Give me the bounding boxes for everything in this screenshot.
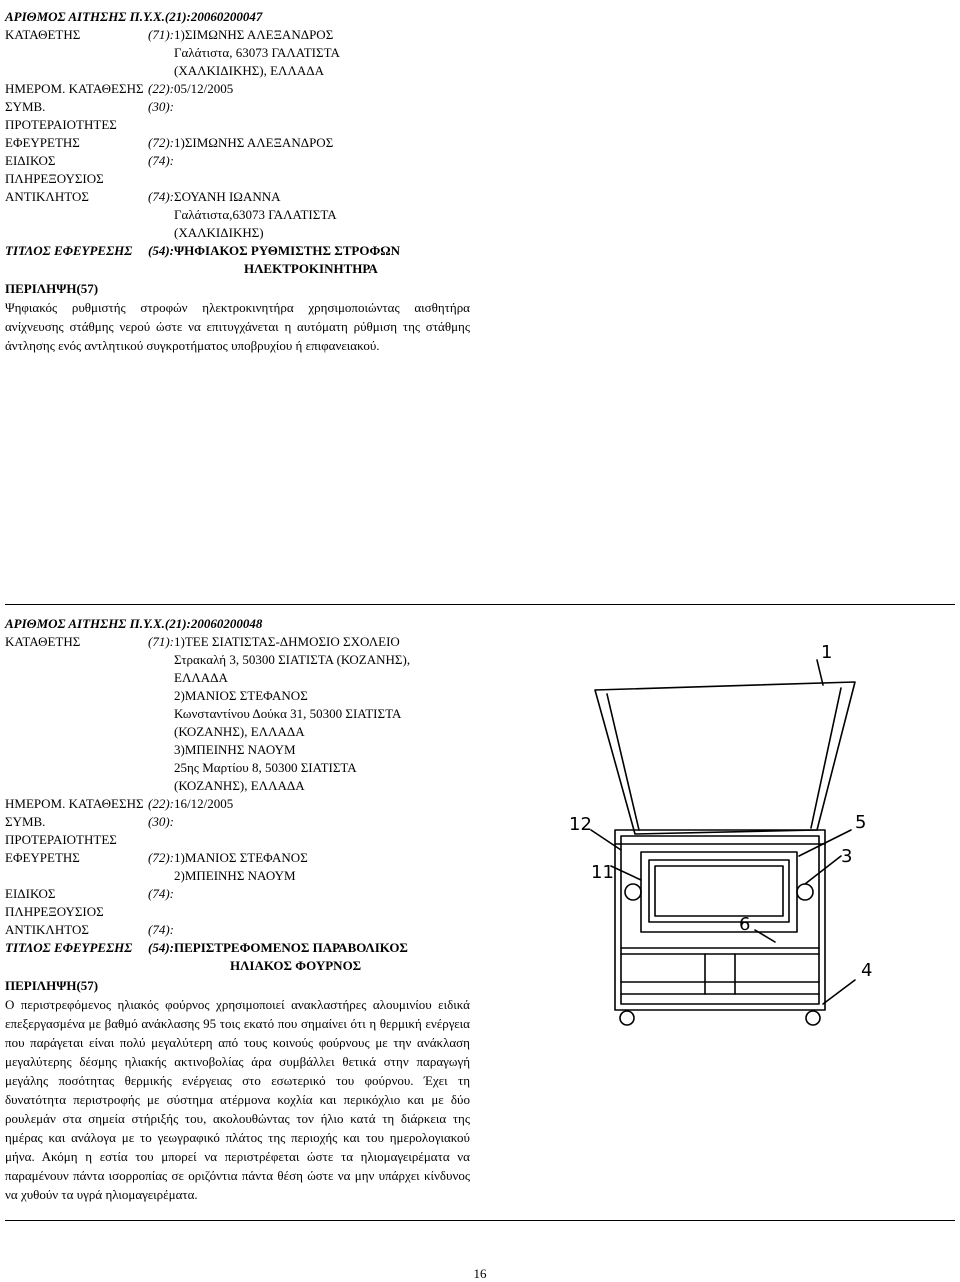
invention-title-row [5,242,470,278]
priority-value [174,813,470,849]
part-label: 5 [855,812,867,833]
part-label: 3 [841,846,853,867]
applicant-label: ΚΑΤΑΘΕΤΗΣ [5,27,81,42]
filing-date-row [5,80,470,98]
applicant-line: 2)ΜΑΝΙΟΣ ΣΤΕΦΑΝΟΣ [174,688,308,703]
representative-code: (74): [148,189,174,204]
applicant-line: Γαλάτιστα, 63073 ΓΑΛΑΤΙΣΤΑ [174,45,340,60]
part-label: 6 [739,914,751,935]
part-label: 1 [821,642,833,663]
applicant-value [174,633,470,795]
part-label: 11 [591,862,614,883]
attorney-label: ΕΙΔΙΚΟΣ ΠΛΗΡΕΞΟΥΣΙΟΣ [5,886,104,919]
patent-entry-1 [5,8,470,355]
representative-value [174,188,470,242]
oven-glass-inner [655,866,783,916]
representative-line: (ΧΑΛΚΙΔΙΚΗΣ) [174,225,264,240]
representative-label: ΑΝΤΙΚΛΗΤΟΣ [5,189,89,204]
part-label: 12 [569,814,592,835]
attorney-label: ΕΙΔΙΚΟΣ ΠΛΗΡΕΞΟΥΣΙΟΣ [5,153,104,186]
inventor-value: 1)ΣΙΜΩΝΗΣ ΑΛΕΞΑΝΔΡΟΣ [174,135,334,150]
oven-box [641,852,797,932]
invention-title-line: ΗΛΕΚΤΡΟΚΙΝΗΤΗΡΑ [244,261,378,276]
filing-date-row [5,795,470,813]
abstract-text: Ο περιστρεφόμενος ηλιακός φούρνος χρησιμοποιεί ανακλαστήρες αλουμινίου ειδικά επεξεργασμένα με βαθμό ανάκλασης 95 τοις εκατό που σημαίνει ότι η θερμική ενέργεια που παράγεται είναι πολύ μεγαλύτερη από τους κοινούς φούρνους με την ανάκλαση μεγαλύτερης δέσμης ηλιακής ακτινοβολίας άρα συμβάλλει θετικά στην παραγωγή μεγάλης ποσότητας θερμικής ενέργειας στο εσωτερικό του φούρνου. Έχει τη δυνατότητα περιστροφής με σύστημα ατέρμονα κοχλία και περικόχλιο και με δύο ρουλεμάν στα σημεία στήριξής του, ακολουθώντας τον ήλιο κατά τη διάρκεια της ημέρας και ανάλογα με το γεωγραφικό πλάτος της περιοχής και του ημερολογιακού μήνα. Ακόμη η εστία του μπορεί να περιστρέφεται ώστε τα ηλιομαγειρέματα να παραμένουν πάντα ισορροπίας σε οριζόντια πάντα θέση ώστε να μην υπάρχει κίνδυνος να χυθούν τα υγρά ηλιομαγειρέματα. [5,997,470,1202]
patent-entry-2 [5,615,470,1204]
attorney-value [174,885,470,921]
representative-value [174,921,470,939]
pivot-right [797,884,813,900]
representative-line: ΣΟΥΑΝΗ ΙΩΑΝΝΑ [174,189,281,204]
attorney-value [174,152,470,188]
inventor-code: (72): [148,135,174,150]
invention-title-line: ΗΛΙΑΚΟΣ ΦΟΥΡΝΟΣ [230,958,362,973]
leader-line [805,856,841,884]
applicant-line: 25ης Μαρτίου 8, 50300 ΣΙΑΤΙΣΤΑ [174,760,357,775]
invention-title-label: ΤΙΤΛΟΣ ΕΦΕΥΡΕΣΗΣ [5,940,133,955]
representative-line: Γαλάτιστα,63073 ΓΑΛΑΤΙΣΤΑ [174,207,337,222]
applicant-line: Στρακαλή 3, 50300 ΣΙΑΤΙΣΤΑ (ΚΟΖΑΝΗΣ), [174,652,411,667]
invention-title-value [174,939,470,975]
priority-row [5,813,470,849]
inventor-row [5,849,470,885]
applicant-line: (ΧΑΛΚΙΔΙΚΗΣ), ΕΛΛΑΔΑ [174,63,325,78]
filing-date-code: (22): [148,81,174,96]
invention-title-code: (54): [148,243,174,258]
applicant-row [5,633,470,795]
applicant-line: 3)ΜΠΕΙΝΗΣ ΝΑΟΥΜ [174,742,296,757]
priority-label: ΣΥΜΒ. ΠΡΟΤΕΡΑΙΟΤΗΤΕΣ [5,814,117,847]
attorney-row [5,152,470,188]
filing-date-code: (22): [148,796,174,811]
invention-title-code: (54): [148,940,174,955]
applicant-code: (71): [148,634,174,649]
filing-date-value: 05/12/2005 [174,81,234,96]
applicant-line: ΕΛΛΑΔΑ [174,670,228,685]
abstract-text: Ψηφιακός ρυθμιστής στροφών ηλεκτροκινητήρα χρησιμοποιώντας αισθητήρα ανίχνευσης στάθμης νερού ώστε να επιτυγχάνεται η αυτόματη ρύθμιση της στάθμης άντλησης ενός αντλητικού συγκροτήματος υποβρυχίου ή επιφανειακού. [5,300,470,353]
filing-date-label: ΗΜΕΡΟΜ. ΚΑΤΑΘΕΣΗΣ [5,796,144,811]
cabinet-frame [615,830,825,1010]
applicant-line: Κωνσταντίνου Δούκα 31, 50300 ΣΙΑΤΙΣΤΑ [174,706,402,721]
wheel-right [806,1011,820,1025]
priority-label: ΣΥΜΒ. ΠΡΟΤΕΡΑΙΟΤΗΤΕΣ [5,99,117,132]
invention-title-row [5,939,470,975]
applicant-row [5,26,470,80]
applicant-line: 1)ΣΙΜΩΝΗΣ ΑΛΕΞΑΝΔΡΟΣ [174,27,334,42]
applicant-label: ΚΑΤΑΘΕΤΗΣ [5,634,81,649]
solar-oven-drawing [555,630,885,1030]
representative-row [5,921,470,939]
representative-label: ΑΝΤΙΚΛΗΤΟΣ [5,922,89,937]
applicant-code: (71): [148,27,174,42]
representative-code: (74): [148,922,174,937]
reflector-inner-right [811,688,841,828]
part-label: 4 [861,960,873,981]
applicant-value [174,26,470,80]
applicant-line: (ΚΟΖΑΝΗΣ), ΕΛΛΑΔΑ [174,724,305,739]
attorney-row [5,885,470,921]
attorney-code: (74): [148,153,174,168]
application-number-heading: ΑΡΙΘΜΟΣ ΑΙΤΗΣΗΣ Π.Υ.Χ.(21):20060200047 [5,9,263,24]
application-number-heading: ΑΡΙΘΜΟΣ ΑΙΤΗΣΗΣ Π.Υ.Χ.(21):20060200048 [5,616,263,631]
attorney-code: (74): [148,886,174,901]
entry-divider [5,604,955,605]
invention-title-line: ΠΕΡΙΣΤΡΕΦΟΜΕΝΟΣ ΠΑΡΑΒΟΛΙΚΟΣ [174,940,408,955]
inventor-value [174,849,470,885]
abstract-heading: ΠΕΡΙΛΗΨΗ(57) [5,978,99,993]
priority-code: (30): [148,814,174,829]
leader-line [817,660,823,685]
applicant-line: 1)ΤΕΕ ΣΙΑΤΙΣΤΑΣ-ΔΗΜΟΣΙΟ ΣΧΟΛΕΙΟ [174,634,400,649]
inventor-line: 1)ΜΑΝΙΟΣ ΣΤΕΦΑΝΟΣ [174,850,308,865]
wheel-left [620,1011,634,1025]
inventor-line: 2)ΜΠΕΙΝΗΣ ΝΑΟΥΜ [174,868,296,883]
inventor-label: ΕΦΕΥΡΕΤΗΣ [5,135,80,150]
filing-date-value: 16/12/2005 [174,796,234,811]
oven-glass [649,860,789,922]
pivot-left [625,884,641,900]
priority-code: (30): [148,99,174,114]
invention-title-value [174,242,470,278]
inventor-code: (72): [148,850,174,865]
invention-title-label: ΤΙΤΛΟΣ ΕΦΕΥΡΕΣΗΣ [5,243,133,258]
inventor-label: ΕΦΕΥΡΕΤΗΣ [5,850,80,865]
leader-line [591,830,621,850]
representative-row [5,188,470,242]
footer-divider [5,1220,955,1221]
invention-title-line: ΨΗΦΙΑΚΟΣ ΡΥΘΜΙΣΤΗΣ ΣΤΡΟΦΩΝ [174,243,401,258]
applicant-line: (ΚΟΖΑΝΗΣ), ΕΛΛΑΔΑ [174,778,305,793]
page-number: 16 [473,1266,487,1281]
inventor-row [5,134,470,152]
abstract-heading: ΠΕΡΙΛΗΨΗ(57) [5,281,99,296]
priority-row [5,98,470,134]
reflector-inner-left [607,694,639,830]
priority-value [174,98,470,134]
filing-date-label: ΗΜΕΡΟΜ. ΚΑΤΑΘΕΣΗΣ [5,81,144,96]
leader-line [823,980,855,1004]
